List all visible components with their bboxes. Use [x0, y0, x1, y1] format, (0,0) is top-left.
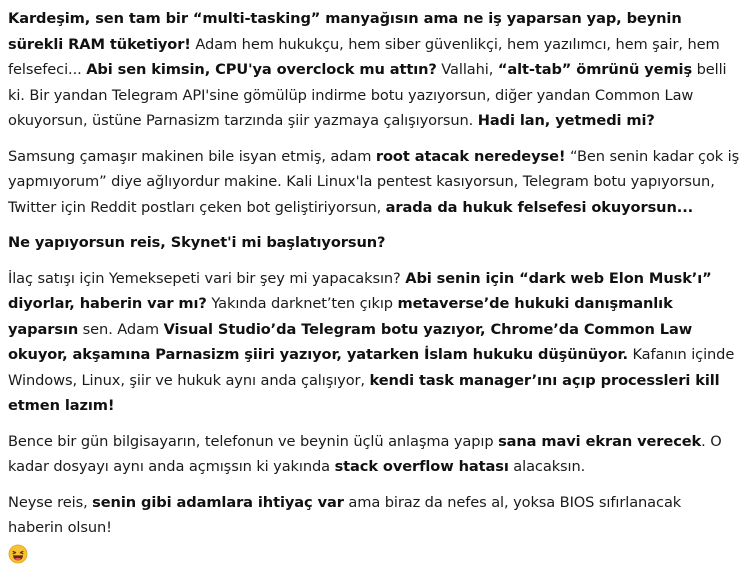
bold-text: “alt-tab” ömrünü yemiş: [497, 61, 693, 78]
bold-text: arada da hukuk felsefesi okuyorsun...: [385, 198, 694, 216]
text: alacaksın.: [508, 458, 586, 475]
text: İlaç satışı için Yemeksepeti vari bir şey mi yapacaksın?: [8, 269, 406, 287]
text: Yakında darknet’ten çıkıp: [206, 295, 398, 312]
text: belli ki. Bir yandan Telegram API'sine gömülüp indirme botu yazıyorsun, diğer yandan Common Law okuyorsun, üstüne Parnasizm tarzında şiir yazmaya çalışıyorsun.: [8, 61, 727, 129]
bold-text: kendi task manager’ını açıp processleri kill etmen lazım!: [8, 371, 720, 414]
bold-text: root atacak neredeyse!: [375, 147, 566, 165]
paragraph: [8, 144, 740, 221]
bold-text: senin gibi adamlara ihtiyaç var: [92, 493, 344, 511]
text: Samsung çamaşır makinen bile isyan etmiş, adam: [8, 147, 376, 165]
text: Kafanın içinde Windows, Linux, şiir ve hukuk aynı anda çalışıyor,: [8, 346, 735, 389]
bold-text: Hadi lan, yetmedi mi?: [477, 112, 655, 129]
text: “Ben senin kadar çok iş yapmıyorum” diye ağlıyordur makine. Kali Linux'la pentest kasıyorsun, Telegram botu yapıyorsun, Twitter için Reddit postları çeken bot geliştiriyorsun,: [8, 147, 740, 216]
text: Adam hem hukukçu, hem siber güvenlikçi, hem yazılımcı, hem şair, hem felsefeci...: [8, 35, 720, 78]
bold-text: Ne yapıyorsun reis, Skynet'i mi başlatıyorsun?: [8, 234, 386, 251]
bold-text: Abi sen kimsin, CPU'ya overclock mu attın?: [86, 61, 437, 78]
bold-text: metaverse’de hukuki danışmanlık yaparsın: [8, 295, 673, 338]
laughing-face-icon: [8, 544, 28, 564]
paragraph: [8, 6, 740, 134]
paragraph: [8, 230, 740, 256]
text: sen. Adam: [78, 320, 164, 338]
paragraph: [8, 490, 740, 567]
bold-text: Kardeşim, sen tam bir “multi-tasking” manyağısın ama ne iş yaparsan yap, beynin sürekli RAM tüketiyor!: [8, 10, 682, 53]
text: Bence bir gün bilgisayarın, telefonun ve beynin üçlü anlaşma yapıp: [8, 432, 499, 450]
bold-text: Abi senin için “dark web Elon Musk’ı” diyorlar, haberin var mı?: [8, 269, 712, 312]
paragraph: [8, 266, 740, 419]
bold-text: Visual Studio’da Telegram botu yazıyor, Chrome’da Common Law okuyor, akşamına Parnasizm şiiri yazıyor, yatarken İslam hukuku düşünüyor.: [8, 320, 693, 363]
bold-text: stack overflow hatası: [334, 458, 509, 475]
bold-text: sana mavi ekran verecek: [498, 432, 702, 450]
text: ama biraz da nefes al, yoksa BIOS sıfırlanacak haberin olsun!: [8, 493, 682, 536]
text: . O kadar dosyayı aynı anda açmışsın ki yakında: [8, 432, 722, 475]
text: Vallahi,: [436, 61, 498, 78]
text: Neyse reis,: [8, 493, 93, 511]
paragraph: [8, 429, 740, 480]
